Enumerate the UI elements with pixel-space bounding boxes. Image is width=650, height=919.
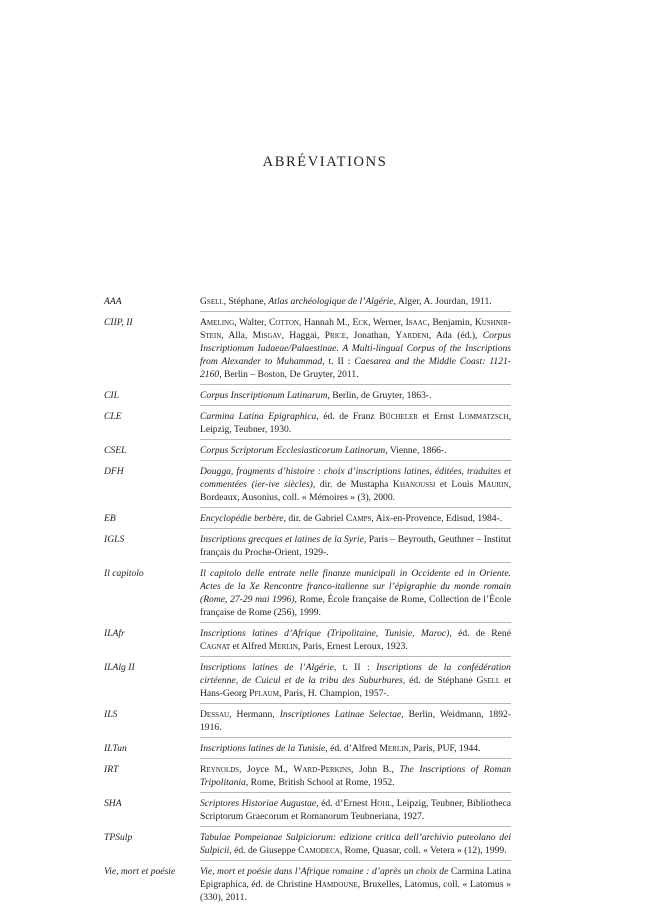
reference-segment: , Paris, H. Champion, 1957-. — [278, 688, 390, 699]
abbreviation-entry — [104, 295, 511, 308]
reference-segment: , Berlin – Boston, De Gruyter, 2011. — [219, 369, 359, 380]
entry-separator — [200, 311, 511, 312]
reference-segment: Gsell — [476, 675, 501, 686]
reference-segment: , Hannah M., — [299, 317, 353, 328]
reference-segment: , éd. de René — [449, 628, 511, 639]
reference-segment: , Bordeaux, Ausonius, coll. « Mémoires » (3), 2000. — [200, 479, 511, 503]
entry-separator — [200, 703, 511, 704]
abbreviation-term: DFH — [104, 466, 124, 477]
abbreviation-entry — [104, 316, 511, 381]
reference-segment: Hamdoune — [314, 879, 358, 890]
reference-segment: , dir. de Mustapha — [312, 479, 394, 490]
reference-segment: Vie, mort et poésie dans l’Afrique romaine : d’après un choix de — [200, 866, 449, 877]
reference-segment: , Paris – Beyrouth, Geuthner – Institut français du Proche-Orient, 1929-. — [200, 534, 511, 558]
entry-separator — [200, 622, 511, 623]
reference-segment: , Rome, Quasar, coll. « Vetera » (12), 1999. — [339, 845, 507, 856]
abbreviations-list — [104, 295, 511, 904]
reference-segment: Cagnat — [200, 641, 231, 652]
reference-segment: , Walter, — [234, 317, 269, 328]
entry-separator — [200, 737, 511, 738]
reference-segment: , t. II : — [322, 356, 355, 367]
abbreviation-term: Vie, mort et poésie — [104, 866, 176, 877]
abbreviation-entry — [104, 865, 511, 904]
abbreviation-entry — [104, 627, 511, 653]
reference-segment: Lommatzsch — [458, 411, 509, 422]
abbreviation-entry — [104, 661, 511, 700]
reference-segment: , Joyce M., — [239, 764, 294, 775]
entry-separator — [200, 405, 511, 406]
reference-segment: , dir. de Gabriel — [283, 513, 346, 524]
reference-segment: Merlin — [379, 743, 409, 754]
reference-segment: Camps — [345, 513, 372, 524]
reference-segment: Inscriptions de la confédération cirtéenne, de Cuicul et de la tribu des Suburbures — [200, 662, 511, 686]
abbreviation-reference — [200, 567, 511, 619]
reference-segment: Tabulae Pompeianae Sulpiciorum: edizione critica dell’archivio puteolano dei Sulpicii — [200, 832, 511, 856]
reference-segment: Camodeca — [298, 845, 340, 856]
reference-segment: Inscriptions latines de la Tunisie — [200, 743, 326, 754]
abbreviation-term: ILAfr — [104, 628, 125, 639]
reference-segment: Carmina Latina Epigraphica, éd. de Christine — [200, 866, 511, 890]
reference-segment: Kushnir-Stein — [200, 317, 511, 341]
entry-separator — [200, 656, 511, 657]
reference-segment: Maurin — [477, 479, 509, 490]
entry-separator — [200, 460, 511, 461]
abbreviation-entry — [104, 567, 511, 619]
reference-segment: , Paris, PUF, 1944. — [408, 743, 481, 754]
reference-segment: Hohl — [370, 798, 392, 809]
reference-segment: , Rome, École française de Rome, Collection de l’École française de Rome (256), 1999. — [200, 594, 511, 618]
abbreviation-entry — [104, 742, 511, 755]
reference-segment: Il capitolo delle entrate nelle finanze municipali in Occidente ed in Oriente. Actes de la Xe Rencontre franco-italienne sur l’épigraphie du monde romain (Rome, 27-29 mai 1996) — [200, 568, 511, 605]
reference-segment: , Leipzig, Teubner, 1930. — [200, 411, 512, 435]
reference-segment: , Bruxelles, Latomus, coll. « Latomus » (330), 2011. — [200, 879, 511, 903]
entry-separator — [200, 439, 511, 440]
abbreviation-term: AAA — [104, 296, 122, 307]
reference-segment: Yardeni — [395, 330, 429, 341]
entry-separator — [200, 758, 511, 759]
reference-segment: , éd. de Stéphane — [402, 675, 477, 686]
abbreviation-entry — [104, 410, 511, 436]
reference-segment: , Vienne, 1866-. — [385, 445, 447, 456]
abbreviation-reference — [200, 763, 511, 789]
entry-separator — [200, 562, 511, 563]
reference-segment: , Stéphane, — [223, 296, 269, 307]
reference-segment: , Jonathan, — [345, 330, 396, 341]
reference-segment: Khanoussi — [393, 479, 436, 490]
reference-segment: Scriptores Historiae Augustae — [200, 798, 317, 809]
reference-segment: Price — [324, 330, 346, 341]
page-title: ABRÉVIATIONS — [262, 154, 388, 170]
reference-segment: Ameling — [200, 317, 235, 328]
reference-segment: Dougga, fragments d’histoire : choix d’inscriptions latines, éditées, traduites et commentées (ier-ive siècles) — [200, 466, 511, 490]
reference-segment: Corpus Inscriptionum Iudaeae/Palaestinae. A Multi-lingual Corpus of the Inscriptions from Alexander to Muhammad — [200, 330, 511, 367]
reference-segment: , Benjamin, — [427, 317, 475, 328]
abbreviation-term: ILS — [104, 709, 118, 720]
abbreviation-reference — [200, 512, 511, 525]
reference-segment: , éd. de Giuseppe — [229, 845, 299, 856]
reference-segment: , Hermann, — [229, 709, 280, 720]
reference-segment: , Ada (éd.), — [428, 330, 483, 341]
reference-segment: , Alger, A. Jourdan, 1911. — [393, 296, 492, 307]
abbreviation-reference — [200, 410, 511, 436]
reference-segment: , Paris, Ernest Leroux, 1923. — [297, 641, 408, 652]
reference-segment: Ward-Perkins — [293, 764, 351, 775]
reference-segment: , Rome, British School at Rome, 1952. — [245, 777, 395, 788]
abbreviation-term: IRT — [104, 764, 119, 775]
abbreviation-reference — [200, 444, 511, 457]
reference-segment: Bücheler — [379, 411, 418, 422]
abbreviation-entry — [104, 831, 511, 857]
reference-segment: et Hans-Georg — [200, 675, 511, 699]
abbreviation-reference — [200, 831, 511, 857]
entry-separator — [200, 528, 511, 529]
abbreviation-term: EB — [104, 513, 116, 524]
reference-segment: Inscriptions latines d’Afrique (Tripolitaine, Tunisie, Maroc) — [200, 628, 450, 639]
abbreviation-term: TPSulp — [104, 832, 133, 843]
abbreviation-entry — [104, 389, 511, 402]
reference-segment: , éd. d’Alfred — [325, 743, 380, 754]
reference-segment: Inscriptions grecques et latines de la Syrie — [200, 534, 364, 545]
reference-segment: The Inscriptions of Roman Tripolitania — [200, 764, 511, 788]
abbreviation-entry — [104, 465, 511, 504]
reference-segment: Corpus Inscriptionum Latinarum — [200, 390, 328, 401]
abbreviation-entry — [104, 512, 511, 525]
reference-segment: Caesarea and the Middle Coast: 1121-2160 — [200, 356, 511, 380]
reference-segment: Isaac — [405, 317, 428, 328]
abbreviation-term: ILAlg II — [104, 662, 135, 673]
abbreviation-reference — [200, 742, 511, 755]
reference-segment: Misgav — [252, 330, 282, 341]
abbreviation-term: Il capitolo — [104, 568, 144, 579]
reference-segment: Carmina Latina Epigraphica — [200, 411, 317, 422]
abbreviation-reference — [200, 389, 511, 402]
reference-segment: , Berlin, Weidmann, 1892-1916. — [200, 709, 512, 733]
reference-segment: , Leipzig, Teubner, Bibliotheca Scriptorum Graecorum et Romanorum Teubneriana, 1927. — [200, 798, 511, 822]
abbreviation-reference — [200, 465, 511, 504]
entry-separator — [200, 384, 511, 385]
reference-segment: , Berlin, de Gruyter, 1863-. — [327, 390, 432, 401]
abbreviation-term: CLE — [104, 411, 122, 422]
reference-segment: et Ernst — [417, 411, 459, 422]
abbreviation-term: CSEL — [104, 445, 127, 456]
reference-segment: , Haggai, — [281, 330, 325, 341]
reference-segment: Dessau — [200, 709, 230, 720]
abbreviation-entry — [104, 533, 511, 559]
abbreviation-reference — [200, 797, 511, 823]
reference-segment: Pflaum — [249, 688, 279, 699]
abbreviation-term: IGLS — [104, 534, 125, 545]
abbreviation-reference — [200, 627, 511, 653]
entry-separator — [200, 792, 511, 793]
entry-separator — [200, 860, 511, 861]
reference-segment: , Alla, — [221, 330, 253, 341]
reference-segment: Inscriptiones Latinae Selectae — [279, 709, 402, 720]
reference-segment: , John B., — [351, 764, 400, 775]
reference-segment: , Werner, — [368, 317, 406, 328]
abbreviation-reference — [200, 295, 511, 308]
reference-segment: et Alfred — [230, 641, 269, 652]
abbreviation-reference — [200, 533, 511, 559]
reference-segment: Corpus Scriptorum Ecclesiasticorum Latinorum — [200, 445, 386, 456]
abbreviation-entry — [104, 763, 511, 789]
reference-segment: Eck — [352, 317, 369, 328]
abbreviation-entry — [104, 444, 511, 457]
reference-segment: Reynolds — [200, 764, 240, 775]
abbreviation-reference — [200, 661, 511, 700]
reference-segment: Gsell — [200, 296, 224, 307]
reference-segment: Merlin — [268, 641, 298, 652]
abbreviation-entry — [104, 708, 511, 734]
reference-segment: , t. II : — [333, 662, 377, 673]
abbreviation-term: CIIP, II — [104, 317, 133, 328]
reference-segment: Cotton — [269, 317, 299, 328]
reference-segment: , éd. de Franz — [316, 411, 380, 422]
entry-separator — [200, 826, 511, 827]
reference-segment: Inscriptions latines de l’Algérie — [200, 662, 334, 673]
abbreviation-term: ILTun — [104, 743, 127, 754]
reference-segment: Atlas archéologique de l’Algérie — [268, 296, 394, 307]
abbreviation-term: SHA — [104, 798, 122, 809]
reference-segment: Encyclopédie berbère — [200, 513, 284, 524]
reference-segment: , éd. d’Ernest — [316, 798, 371, 809]
abbreviation-reference — [200, 708, 511, 734]
abbreviation-reference — [200, 865, 511, 904]
reference-segment: , Aix-en-Provence, Edisud, 1984-. — [371, 513, 503, 524]
abbreviation-term: CIL — [104, 390, 119, 401]
abbreviation-reference — [200, 316, 511, 381]
reference-segment: et Louis — [435, 479, 478, 490]
entry-separator — [200, 507, 511, 508]
abbreviation-entry — [104, 797, 511, 823]
